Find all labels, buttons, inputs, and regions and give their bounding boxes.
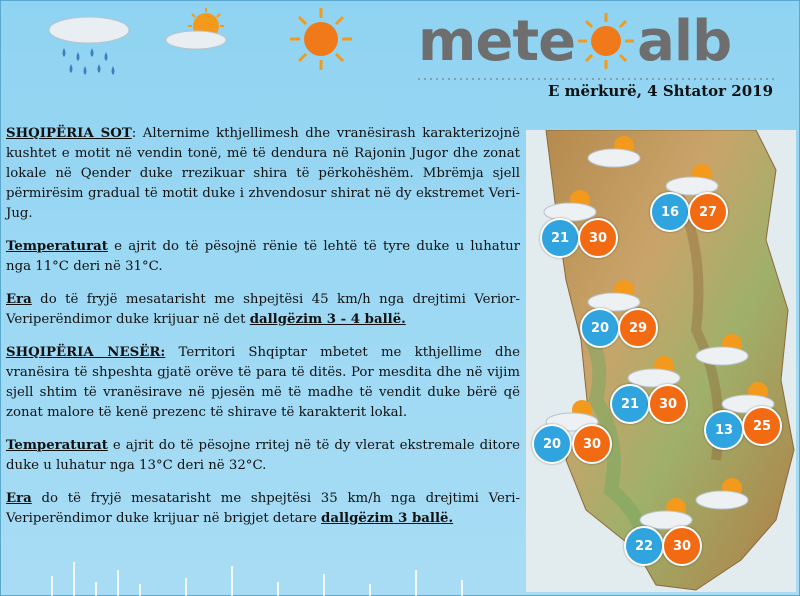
paragraph-wind-tomorrow (6, 489, 520, 529)
waves-tomorrow: dallgëzim 3 ballë. (321, 511, 454, 526)
rain-cloud-icon (44, 8, 134, 80)
text-tomorrow: Territori Shqiptar mbetet me kthjellime dhe vranësira të shpeshta gjatë orëve të para të ditës. Por mesdita dhe në vijim sjell shtim të vranësirave në pjesën më të madhe të vendit duke bërë që zonat malore të kenë prezenc të shirave të karakterit lokal. (6, 345, 520, 420)
temp-min-badge: 20 (580, 308, 620, 348)
text-wind-today: do të fryjë mesatarisht me shpejtësi 45 km/h nga drejtimi Verior- Veriperëndimor duke krijuar në det (6, 292, 520, 327)
waves-today: dallgëzim 3 - 4 ballë. (249, 312, 406, 327)
sun-cloud-icon (160, 6, 240, 54)
logo-text-left: mete (418, 8, 576, 74)
logo-sun-icon (577, 12, 635, 70)
temp-min-badge: 13 (704, 410, 744, 450)
paragraph-tomorrow (6, 343, 520, 423)
heading-temp-tomorrow: Temperaturat (6, 438, 108, 453)
heading-wind-today: Era (6, 292, 32, 307)
heading-today: SHQIPËRIA SOT (6, 126, 132, 141)
temp-min-badge: 20 (532, 424, 572, 464)
temp-min-badge: 21 (610, 384, 650, 424)
temp-min-badge: 21 (540, 218, 580, 258)
temp-max-badge: 30 (662, 526, 702, 566)
text-today: : Alternime kthjellimesh dhe vranësirash karakterizojnë kushtet e motit në vendin tonë, më të dendura në Rajonin Jugor dhe zonat lokale në Qender duke rrezikuar shira të përkohëshëm. Mbrëmja sjell përmirësim gradual të motit duke i zhvendosur shirat në dy ekstremet Veri-Jug. (6, 126, 521, 221)
paragraph-temp-today (6, 237, 520, 277)
paragraph-wind-today (6, 290, 520, 330)
temp-max-badge: 25 (742, 406, 782, 446)
text-temp-tomorrow: e ajrit do të pësojne rritej në të dy vlerat ekstremale ditore duke u luhatur nga 13°C deri në 32°C. (6, 438, 520, 473)
temp-max-badge: 30 (648, 384, 688, 424)
heading-wind-tomorrow: Era (6, 491, 32, 506)
sun-icon (288, 6, 354, 72)
paragraph-today (6, 124, 520, 224)
logo-underline (418, 78, 778, 80)
sun-cloud-icon (586, 132, 648, 172)
forecast-date: E mërkurë, 4 Shtator 2019 (548, 82, 774, 100)
sun-cloud-icon (694, 330, 756, 370)
text-temp-today: e ajrit do të pësojnë rënie të lehtë të tyre duke u luhatur nga 11°C deri në 31°C. (6, 239, 520, 274)
temp-max-badge: 30 (572, 424, 612, 464)
temp-max-badge: 29 (618, 308, 658, 348)
decorative-ticks (0, 526, 520, 596)
temp-min-badge: 22 (624, 526, 664, 566)
forecast-text (6, 124, 520, 542)
heading-temp-today: Temperaturat (6, 239, 108, 254)
sun-cloud-icon (694, 474, 756, 514)
heading-tomorrow: SHQIPËRIA NESËR: (6, 345, 166, 360)
logo-text-right: alb (637, 8, 732, 74)
text-wind-tomorrow: do të fryjë mesatarisht me shpejtësi 35 km/h nga drejtimi Veri-Veriperëndimor duke krijuar në brigjet detare (6, 491, 520, 526)
temp-min-badge: 16 (650, 192, 690, 232)
temp-max-badge: 27 (688, 192, 728, 232)
paragraph-temp-tomorrow (6, 436, 520, 476)
temp-max-badge: 30 (578, 218, 618, 258)
meteoalb-logo (418, 8, 731, 74)
